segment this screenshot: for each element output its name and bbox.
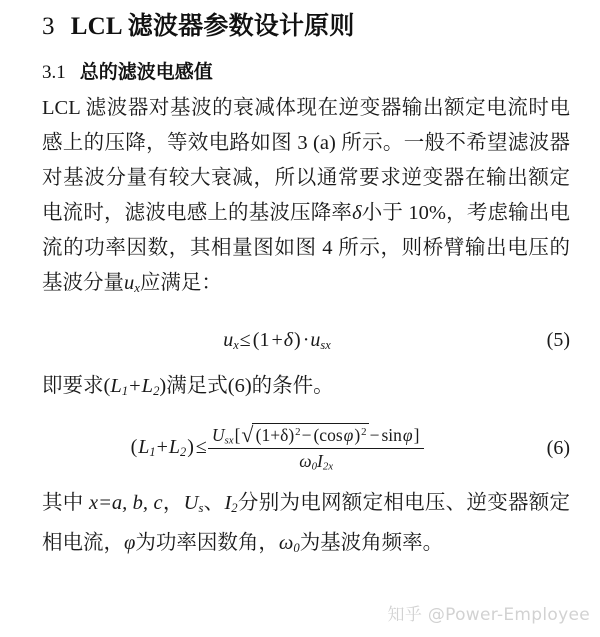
eq6-L2-sub: 2: [180, 444, 187, 459]
equation-5-row: [0, 307, 600, 363]
paragraph-three-text-f: 为基波角频率。: [299, 531, 444, 554]
eq6-I-sub: 2x: [322, 460, 334, 473]
eq5-delta: δ: [283, 328, 294, 351]
section-number: 3: [42, 13, 55, 40]
eq6-plus: +: [156, 435, 168, 458]
paragraph-three-text-b: ，: [162, 491, 184, 514]
eq6-cos-close: ): [354, 424, 361, 445]
paragraph-one-text-b: 小于 10%，考虑输出电流的功率因数，其相量图如图 4 所示，则桥臂输出电压的基波分量: [42, 202, 571, 295]
equation-5-number: (5): [546, 329, 570, 352]
symbol-L2-subscript: 2: [153, 383, 160, 398]
symbol-L2: L: [141, 374, 154, 397]
eq6-lhs-close: ): [187, 435, 194, 458]
paragraph-three-block: [0, 480, 600, 566]
eq6-phi2: φ: [402, 424, 413, 445]
eq6-radicand: [252, 423, 369, 446]
eq6-le: ≤: [195, 435, 207, 458]
eq6-fraction: [208, 422, 425, 473]
eq5-lhs-sub: x: [233, 337, 239, 352]
eq5-lhs-u: u: [223, 328, 234, 351]
eq6-U-sub: sx: [224, 434, 234, 447]
paragraph-three-text-d: 分别为电网额定相电压、逆变器额定相电流，: [42, 491, 571, 554]
eq5-rhs-sub: sx: [320, 337, 331, 352]
eq5-rhs-u: u: [310, 328, 321, 351]
radical-icon: √: [241, 423, 254, 448]
eq6-minus1: −: [301, 424, 312, 445]
eq6-I: I: [316, 450, 323, 471]
eq5-dot: ·: [302, 328, 310, 351]
eq6-sq1: 2: [295, 425, 301, 438]
eq6-L1: L: [138, 435, 150, 458]
equation-6: [130, 423, 425, 474]
subsection-title: 总的滤波电感值: [79, 61, 213, 83]
paragraph-two-text-a: 即要求(: [42, 374, 111, 397]
symbol-u-subscript: x: [134, 281, 140, 296]
eq5-open: (1: [252, 328, 270, 351]
symbol-I2: I: [224, 491, 232, 514]
eq6-cos: (cos: [313, 424, 343, 445]
eq6-L2: L: [168, 435, 181, 458]
paragraph-one-text-c: 应满足：: [139, 272, 222, 295]
eq6-minus2: −: [369, 424, 380, 445]
symbol-delta: δ: [352, 202, 362, 225]
symbol-L1: L: [110, 374, 122, 397]
eq6-lhs-open: (: [130, 435, 138, 458]
subsection-heading: [0, 44, 600, 86]
paragraph-two: [42, 369, 570, 409]
symbol-L1-subscript: 1: [121, 383, 129, 398]
eq6-U: U: [211, 424, 225, 445]
section-title: LCL 滤波器参数设计原则: [70, 13, 355, 40]
eq6-omega: ω: [299, 450, 312, 471]
symbol-I2-subscript: 2: [231, 500, 238, 515]
section-heading: [0, 0, 600, 44]
eq6-bracket-open: [: [234, 424, 241, 445]
symbol-Us-subscript: s: [198, 500, 204, 515]
symbol-Us: U: [183, 491, 199, 514]
symbol-phi: φ: [124, 531, 136, 554]
eq6-radical: [241, 422, 368, 447]
paragraph-three-abc: =a, b, c: [98, 491, 163, 514]
paragraph-two-plus: +: [129, 374, 141, 397]
paragraph-two-text-b: )满足式(6)的条件。: [159, 374, 334, 397]
symbol-x: x: [88, 491, 99, 514]
paragraph-three-text-e: 为功率因数角，: [135, 531, 279, 554]
paragraph-two-block: [0, 363, 600, 409]
paragraph-three-text-c: 、: [203, 491, 225, 514]
eq6-numerator: [208, 422, 425, 449]
paragraph-one-block: [0, 85, 600, 306]
paragraph-one: [42, 91, 570, 306]
eq6-denominator: [208, 449, 425, 473]
equation-6-number: (6): [546, 436, 570, 459]
subsection-number: 3.1: [42, 61, 66, 83]
equation-6-row: [0, 409, 600, 480]
paragraph-three-text-a: 其中: [42, 491, 84, 514]
eq6-sin: sin: [381, 424, 402, 445]
eq6-sq2: 2: [361, 425, 367, 438]
symbol-omega0-subscript: 0: [293, 540, 300, 555]
symbol-u: u: [124, 272, 135, 295]
symbol-omega0: ω: [278, 531, 294, 554]
eq6-omega-sub: 0: [311, 460, 317, 473]
eq6-L1-sub: 1: [149, 444, 156, 459]
eq6-phi1: φ: [343, 424, 354, 445]
equation-5: [223, 329, 330, 353]
paragraph-one-text-a: LCL 滤波器对基波的衰减体现在逆变器输出额定电流时电感上的压降，等效电路如图 3 (a) 所示。一般不希望滤波器对基波分量有较大衰减，所以通常要求逆变器在输出额定电流时，滤波电感上的基波压降率: [42, 97, 570, 225]
eq5-plus: +: [271, 328, 283, 351]
eq5-le: ≤: [239, 328, 251, 351]
paragraph-three: [42, 486, 570, 566]
eq6-one-plus-delta: (1+δ): [255, 424, 295, 445]
watermark: 知乎 @Power-Employee: [387, 605, 590, 625]
eq6-bracket-close: ]: [413, 424, 420, 445]
eq5-close: ): [294, 328, 301, 351]
